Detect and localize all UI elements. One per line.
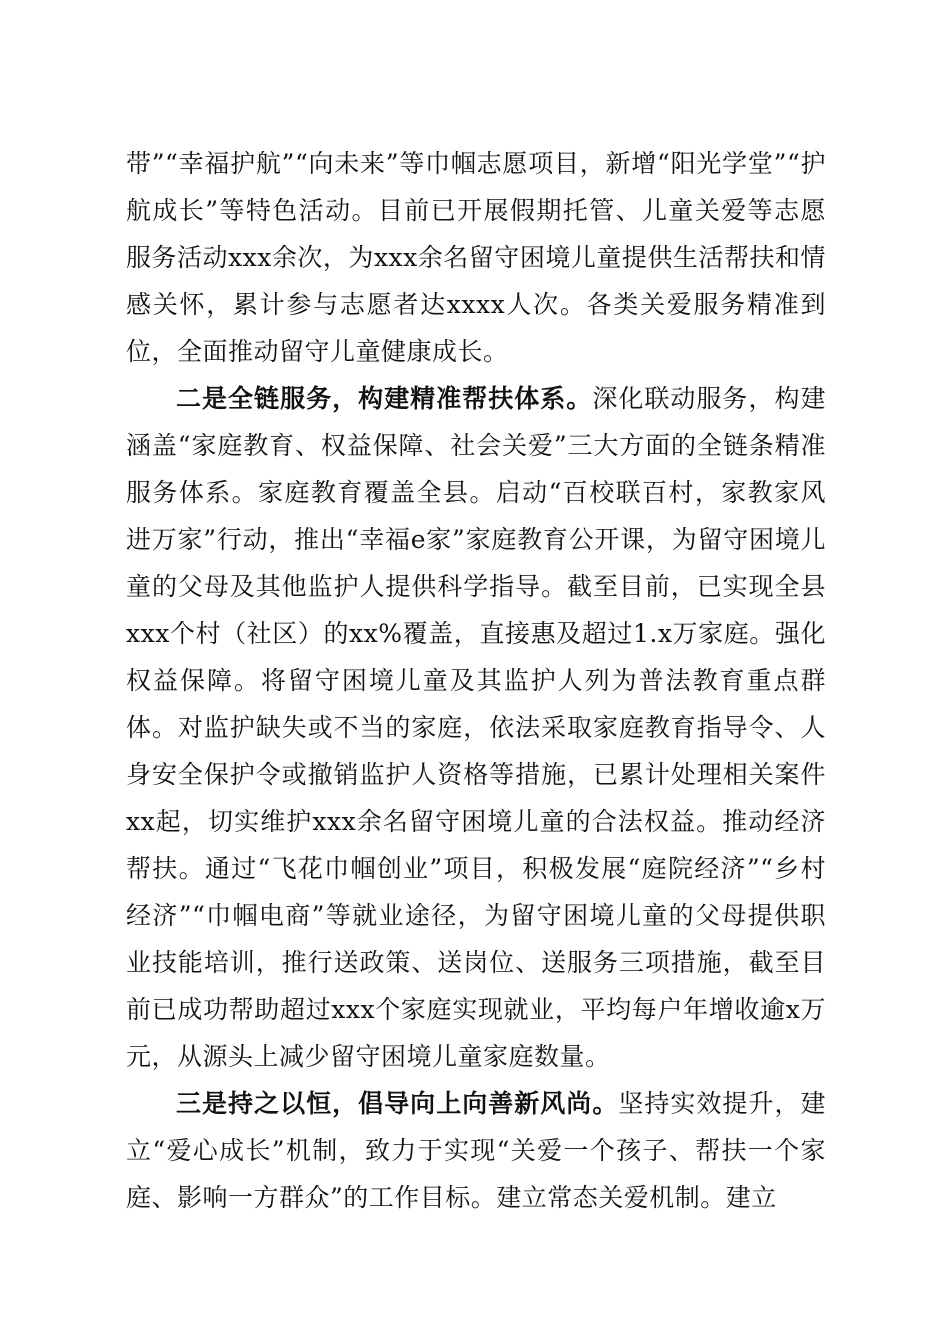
paragraph-text: 深化联动服务，构建涵盖“家庭教育、权益保障、社会关爱”三大方面的全链条精准服务体系。家庭教育覆盖全县。启动“百校联百村，家教家风进万家”行动，推出“幸福e家”家庭教育公开课，为留守困境儿童的父母及其他监护人提供科学指导。截至目前，已实现全县xxx个村（社区）的xx%覆盖，直接惠及超过1.x万家庭。强化权益保障。将留守困境儿童及其监护人列为普法教育重点群体。对监护缺失或不当的家庭，依法采取家庭教育指导令、人身安全保护令或撤销监护人资格等措施，已累计处理相关案件xx起，切实维护xxx余名留守困境儿童的合法权益。推动经济帮扶。通过“飞花巾帼创业”项目，积极发展“庭院经济”“乡村经济”“巾帼电商”等就业途径，为留守困境儿童的父母提供职业技能培训，推行送政策、送岗位、送服务三项措施，截至目前已成功帮助超过xxx个家庭实现就业，平均每户年增收逾x万元，从源头上减少留守困境儿童家庭数量。 [126, 384, 826, 1071]
paragraph-continued [126, 140, 826, 375]
paragraph-heading: 二是全链服务，构建精准帮扶体系。 [176, 384, 593, 413]
paragraph-text: 坚持实效提升，建立“爱心成长”机制，致力于实现“关爱一个孩子、帮扶一个家庭、影响一方群众”的工作目标。建立常态关爱机制。建立 [126, 1089, 826, 1212]
paragraph-full-chain-service [126, 375, 826, 1080]
paragraph-text: 带”“幸福护航”“向未来”等巾帼志愿项目，新增“阳光学堂”“护航成长”等特色活动。目前已开展假期托管、儿童关爱等志愿服务活动xxx余次，为xxx余名留守困境儿童提供生活帮扶和情感关怀，累计参与志愿者达xxxx人次。各类关爱服务精准到位，全面推动留守儿童健康成长。 [126, 149, 826, 366]
document-body [126, 140, 826, 1221]
paragraph-perseverance [126, 1080, 826, 1221]
paragraph-heading: 三是持之以恒，倡导向上向善新风尚。 [176, 1089, 619, 1118]
